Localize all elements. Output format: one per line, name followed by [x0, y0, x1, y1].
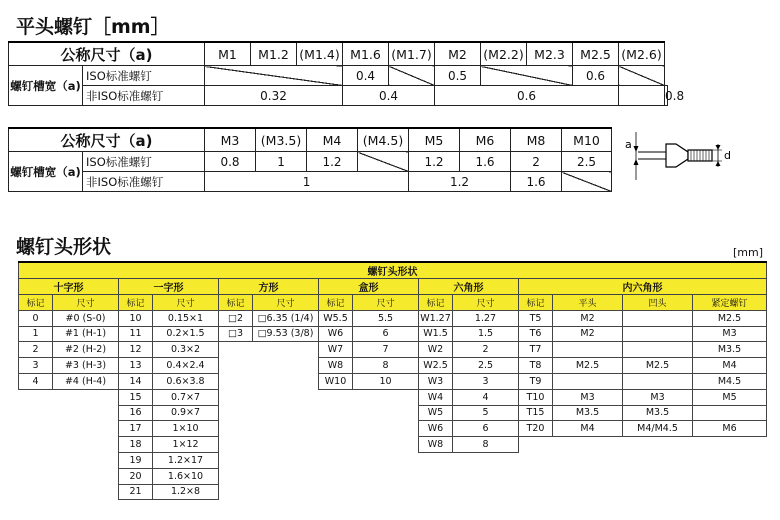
group-hex: 六角形	[419, 279, 519, 295]
slot-cell: 0.2×1.5	[153, 326, 219, 342]
hex-cell: 4	[453, 389, 519, 405]
blank-cell	[253, 389, 319, 405]
hex-cell: 6	[453, 421, 519, 437]
box-cell: W6	[319, 326, 353, 342]
mark-header: 标记	[319, 295, 353, 311]
value-cell: 0.4	[343, 86, 435, 106]
drive-shape-table	[18, 261, 767, 500]
hex-cell: W5	[419, 405, 453, 421]
slot-cell: 17	[119, 421, 153, 437]
blank-cell	[319, 484, 353, 500]
size-cell: M1	[205, 42, 251, 66]
blank-cell	[53, 389, 119, 405]
blank-cell	[453, 468, 519, 484]
hex-cell: 8	[453, 437, 519, 453]
size-cell: (M4.5)	[358, 128, 409, 152]
blank-cell	[623, 437, 693, 453]
blank-cell	[553, 437, 623, 453]
size-cell: (M2.2)	[481, 42, 527, 66]
group-hex-socket: 内六角形	[519, 279, 767, 295]
blank-cell	[253, 484, 319, 500]
blank-cell	[623, 468, 693, 484]
table-row	[19, 358, 767, 374]
blank-cell	[253, 452, 319, 468]
blank-cell	[253, 421, 319, 437]
socket-cell: T10	[519, 389, 553, 405]
slot-cell: 0.3×2	[153, 342, 219, 358]
blank-cell	[219, 452, 253, 468]
size-cell: M4	[307, 128, 358, 152]
nominal-size-header: 公称尺寸（a)	[9, 42, 205, 66]
blank-cell	[219, 342, 253, 358]
slot-cell: 0.4×2.4	[153, 358, 219, 374]
socket-cell: M2.5	[623, 358, 693, 374]
blank-cell	[553, 468, 623, 484]
blank-cell	[693, 437, 767, 453]
size-cell: M8	[511, 128, 562, 152]
blank-cell	[319, 468, 353, 484]
table-row	[19, 437, 767, 453]
blank-cell	[253, 342, 319, 358]
socket-cell: M3.5	[693, 342, 767, 358]
empty-diagonal-cell	[389, 66, 435, 86]
blank-cell	[19, 484, 53, 500]
blank-cell	[623, 484, 693, 500]
box-cell: W10	[319, 373, 353, 389]
socket-cell: M3	[623, 389, 693, 405]
slot-cell: 21	[119, 484, 153, 500]
cross-cell: 2	[19, 342, 53, 358]
empty-diagonal-cell	[205, 66, 343, 86]
size-cell: (M3.5)	[256, 128, 307, 152]
socket-cell: T9	[519, 373, 553, 389]
value-cell: 0.8	[665, 86, 668, 106]
socket-cell: M3.5	[623, 405, 693, 421]
blank-cell	[693, 452, 767, 468]
screw-head-diagram	[618, 130, 733, 182]
hex-cell: W2	[419, 342, 453, 358]
socket-cell: M3.5	[553, 405, 623, 421]
socket-cell: M2.5	[693, 310, 767, 326]
cross-cell: 4	[19, 373, 53, 389]
value-cell: 1.6	[511, 172, 562, 192]
socket-cell	[553, 373, 623, 389]
size-header: 尺寸	[353, 295, 419, 311]
cross-cell: #2 (H-2)	[53, 342, 119, 358]
blank-cell	[319, 452, 353, 468]
blank-cell	[19, 452, 53, 468]
slot-cell: 18	[119, 437, 153, 453]
blank-cell	[253, 468, 319, 484]
socket-cell: T8	[519, 358, 553, 374]
size-cell: (M1.4)	[297, 42, 343, 66]
blank-cell	[419, 484, 453, 500]
empty-diagonal-cell	[358, 152, 409, 172]
slot-cell: 13	[119, 358, 153, 374]
cross-cell: #4 (H-4)	[53, 373, 119, 389]
value-cell: 0.5	[435, 66, 481, 86]
box-cell: 10	[353, 373, 419, 389]
blank-cell	[693, 468, 767, 484]
value-cell: 0.8	[205, 152, 256, 172]
socket-cell: M2	[553, 326, 623, 342]
hex-cell: W4	[419, 389, 453, 405]
slot-cell: 11	[119, 326, 153, 342]
blank-cell	[353, 484, 419, 500]
blank-cell	[453, 484, 519, 500]
cross-cell: 3	[19, 358, 53, 374]
mark-header: 标记	[19, 295, 53, 311]
socket-cell: M6	[693, 421, 767, 437]
size-cell: (M1.7)	[389, 42, 435, 66]
slot-cell: 10	[119, 310, 153, 326]
table-row	[19, 452, 767, 468]
value-cell: 0.32	[205, 86, 343, 106]
socket-cell: M3	[693, 326, 767, 342]
slot-cell: 1.2×17	[153, 452, 219, 468]
size-cell: M5	[409, 128, 460, 152]
table-row	[19, 405, 767, 421]
size-cell: M2.5	[573, 42, 619, 66]
hex-cell: W6	[419, 421, 453, 437]
value-cell: 0.6	[573, 66, 619, 86]
unit-label: [mm]	[733, 246, 764, 259]
socket-cell	[623, 342, 693, 358]
socket-cell	[623, 373, 693, 389]
socket-cell: T20	[519, 421, 553, 437]
box-cell: 6	[353, 326, 419, 342]
hex-cell: 3	[453, 373, 519, 389]
blank-cell	[353, 437, 419, 453]
set-screw-header: 紧定螺钉	[693, 295, 767, 311]
socket-cell: M5	[693, 389, 767, 405]
socket-header: 凹头	[623, 295, 693, 311]
socket-cell: M3	[553, 389, 623, 405]
cross-cell: 0	[19, 310, 53, 326]
dim-label-a: a	[625, 138, 632, 151]
value-cell: 1.2	[409, 152, 460, 172]
blank-cell	[519, 437, 553, 453]
blank-cell	[19, 437, 53, 453]
socket-cell: M4	[553, 421, 623, 437]
size-cell: M6	[460, 128, 511, 152]
slot-cell: 0.6×3.8	[153, 373, 219, 389]
blank-cell	[219, 468, 253, 484]
blank-cell	[53, 484, 119, 500]
blank-cell	[219, 373, 253, 389]
slot-cell: 19	[119, 452, 153, 468]
drive-table-title: 螺钉头形状	[19, 262, 767, 279]
value-cell: 1	[205, 172, 409, 192]
dim-label-d: d	[724, 149, 731, 162]
hex-cell: 5	[453, 405, 519, 421]
slot-cell: 20	[119, 468, 153, 484]
hex-cell: W1.27	[419, 310, 453, 326]
blank-cell	[219, 389, 253, 405]
socket-cell: T15	[519, 405, 553, 421]
non-iso-label: 非ISO标准螺钉	[83, 86, 205, 106]
slot-cell: 1.6×10	[153, 468, 219, 484]
mark-header: 标记	[419, 295, 453, 311]
blank-cell	[353, 405, 419, 421]
empty-diagonal-cell	[562, 172, 612, 192]
group-box: 盒形	[319, 279, 419, 295]
nominal-size-header: 公称尺寸（a)	[9, 128, 205, 152]
blank-cell	[219, 358, 253, 374]
blank-cell	[219, 484, 253, 500]
mark-header: 标记	[119, 295, 153, 311]
slot-cell: 0.9×7	[153, 405, 219, 421]
hex-cell: 1.5	[453, 326, 519, 342]
blank-cell	[419, 452, 453, 468]
size-header: 尺寸	[53, 295, 119, 311]
cross-cell: #0 (S-0)	[53, 310, 119, 326]
blank-cell	[253, 437, 319, 453]
group-square: 方形	[219, 279, 319, 295]
slot-cell: 14	[119, 373, 153, 389]
blank-cell	[319, 421, 353, 437]
slot-cell: 1×12	[153, 437, 219, 453]
box-cell: W5.5	[319, 310, 353, 326]
size-cell: (M2.6)	[619, 42, 665, 66]
blank-cell	[353, 468, 419, 484]
blank-cell	[53, 437, 119, 453]
slot-cell: 12	[119, 342, 153, 358]
blank-cell	[53, 405, 119, 421]
socket-cell: T6	[519, 326, 553, 342]
blank-cell	[453, 452, 519, 468]
iso-label: ISO标准螺钉	[83, 66, 205, 86]
slot-cell: 0.7×7	[153, 389, 219, 405]
mark-header: 标记	[219, 295, 253, 311]
blank-cell	[353, 421, 419, 437]
blank-cell	[253, 358, 319, 374]
iso-label: ISO标准螺钉	[83, 152, 205, 172]
slot-cell: 16	[119, 405, 153, 421]
blank-cell	[53, 452, 119, 468]
box-cell: 5.5	[353, 310, 419, 326]
group-slot: 一字形	[119, 279, 219, 295]
value-cell: 0.6	[435, 86, 619, 106]
blank-cell	[19, 421, 53, 437]
socket-cell: M4/M4.5	[623, 421, 693, 437]
cross-cell: 1	[19, 326, 53, 342]
square-cell: □3	[219, 326, 253, 342]
screw-head	[666, 144, 688, 167]
blank-cell	[253, 373, 319, 389]
cross-cell: #3 (H-3)	[53, 358, 119, 374]
value-cell: 1.2	[307, 152, 358, 172]
blank-cell	[419, 468, 453, 484]
slot-cell: 15	[119, 389, 153, 405]
value-cell: 0.4	[343, 66, 389, 86]
table-row	[19, 342, 767, 358]
table-row	[19, 468, 767, 484]
socket-cell: M2.5	[553, 358, 623, 374]
socket-cell: M4	[693, 358, 767, 374]
slot-width-table-large	[8, 127, 612, 192]
blank-cell	[219, 421, 253, 437]
hex-cell: 1.27	[453, 310, 519, 326]
slot-width-label: 螺钉槽宽（a)	[9, 152, 83, 192]
slot-width-label: 螺钉槽宽（a)	[9, 66, 83, 106]
blank-cell	[353, 452, 419, 468]
blank-cell	[19, 468, 53, 484]
empty-diagonal-cell	[481, 66, 573, 86]
table-row	[19, 484, 767, 500]
blank-cell	[519, 452, 553, 468]
hex-cell: 2	[453, 342, 519, 358]
size-cell: M3	[205, 128, 256, 152]
value-cell: 2.5	[562, 152, 612, 172]
cross-cell: #1 (H-1)	[53, 326, 119, 342]
blank-cell	[53, 421, 119, 437]
socket-cell	[693, 405, 767, 421]
slot-cell: 1.2×8	[153, 484, 219, 500]
flat-screw-title: 平头螺钉［mm］	[16, 16, 170, 38]
size-header: 尺寸	[453, 295, 519, 311]
table-row	[19, 326, 767, 342]
slot-width-table-small	[8, 41, 685, 106]
socket-cell: M2	[553, 310, 623, 326]
hex-cell: W8	[419, 437, 453, 453]
size-cell: M1.2	[251, 42, 297, 66]
value-cell: 2	[511, 152, 562, 172]
blank-cell	[253, 405, 319, 421]
box-cell: W7	[319, 342, 353, 358]
size-header: 尺寸	[153, 295, 219, 311]
square-cell: □9.53 (3/8)	[253, 326, 319, 342]
hex-cell: 2.5	[453, 358, 519, 374]
table-row	[19, 389, 767, 405]
head-shape-title: 螺钉头形状	[16, 236, 112, 258]
box-cell: 7	[353, 342, 419, 358]
hex-cell: W3	[419, 373, 453, 389]
flat-header: 平头	[553, 295, 623, 311]
hex-cell: W1.5	[419, 326, 453, 342]
blank-cell	[353, 389, 419, 405]
blank-cell	[319, 389, 353, 405]
table-row	[19, 421, 767, 437]
value-cell: 1.6	[460, 152, 511, 172]
empty-cell	[619, 86, 665, 106]
blank-cell	[19, 405, 53, 421]
value-cell: 1.2	[409, 172, 511, 192]
blank-cell	[623, 452, 693, 468]
square-cell: □6.35 (1/4)	[253, 310, 319, 326]
blank-cell	[19, 389, 53, 405]
blank-cell	[693, 484, 767, 500]
blank-cell	[519, 484, 553, 500]
size-cell: M10	[562, 128, 612, 152]
box-cell: 8	[353, 358, 419, 374]
size-cell: M1.6	[343, 42, 389, 66]
socket-cell	[623, 326, 693, 342]
socket-cell	[623, 310, 693, 326]
table-row	[19, 310, 767, 326]
blank-cell	[553, 452, 623, 468]
blank-cell	[319, 437, 353, 453]
square-cell: □2	[219, 310, 253, 326]
group-cross: 十字形	[19, 279, 119, 295]
box-cell: W8	[319, 358, 353, 374]
mark-header: 标记	[519, 295, 553, 311]
blank-cell	[53, 468, 119, 484]
size-header: 尺寸	[253, 295, 319, 311]
empty-diagonal-cell	[619, 66, 665, 86]
socket-cell: T5	[519, 310, 553, 326]
table-row	[19, 373, 767, 389]
value-cell: 1	[256, 152, 307, 172]
slot-cell: 0.15×1	[153, 310, 219, 326]
blank-cell	[553, 484, 623, 500]
socket-cell: T7	[519, 342, 553, 358]
size-cell: M2	[435, 42, 481, 66]
blank-cell	[319, 405, 353, 421]
blank-cell	[519, 468, 553, 484]
hex-cell: W2.5	[419, 358, 453, 374]
socket-cell	[553, 342, 623, 358]
non-iso-label: 非ISO标准螺钉	[83, 172, 205, 192]
slot-cell: 1×10	[153, 421, 219, 437]
size-cell: M2.3	[527, 42, 573, 66]
blank-cell	[219, 437, 253, 453]
blank-cell	[219, 405, 253, 421]
socket-cell: M4.5	[693, 373, 767, 389]
